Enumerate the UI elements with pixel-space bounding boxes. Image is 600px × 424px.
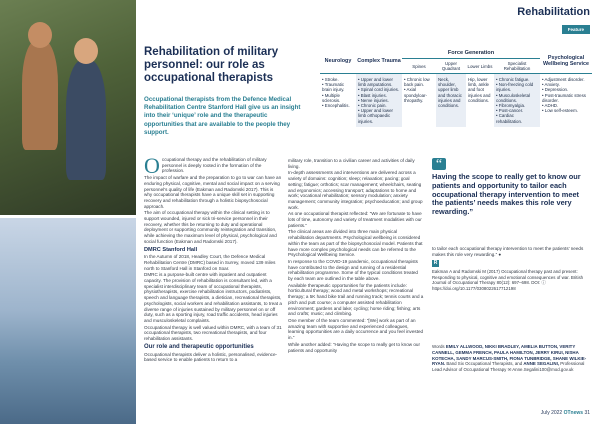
quote-mark-icon: “ [432, 158, 446, 170]
magazine-brand: OTnews [563, 410, 584, 416]
list-item: • Cardiac rehabilitation. [496, 113, 538, 123]
section-title: Rehabilitation [517, 6, 590, 18]
pull-quote: Having the scope to really get to know our patients and opportunity to tailor each occupational therapy intervention to meet the patients’ needs makes this role very rewarding.” [432, 172, 581, 217]
list-item: • Multiple sclerosis. [322, 93, 354, 103]
reference-badge: R [433, 260, 438, 266]
section-header [517, 6, 590, 36]
issue-date: July 2022 [540, 410, 563, 416]
photo-figure [66, 60, 106, 180]
list-item: • Chronic fatigue. [496, 77, 538, 82]
paragraph: The aim of occupational therapy within the clinical setting is to support wounded, injured or sick tri-service personnel in their recovery, whether this be returning to duty and operational deployment or supporting community reintegration and transition, while achieving the maximum level of physical, psychological and social function (Eakman and Radomski 2017). [144, 210, 277, 244]
fishing-photo [0, 218, 136, 424]
paragraph: Occupational therapists deliver a holistic, personalised, evidence-based service to enable patients to return to a [144, 351, 278, 363]
upper-quadrant-cell [436, 74, 466, 127]
list-item: • Axial spondyloar-thropathy. [404, 87, 434, 103]
cell-text: Hip, lower limb, ankle and foot injuries and conditions. [468, 77, 491, 103]
credits-lead-name: ANNE SEGALINI, [523, 361, 560, 367]
list-item: • Blast injuries. [358, 93, 400, 98]
paragraph: As one occupational therapist reflected: “We are fortunate to have lots of time, autonomy and variety of treatment modalities with our patients.” [288, 211, 422, 228]
paragraph: In the Autumn of 2018, Headley Court, the Defence Medical Rehabilitation Centre (DMRC) based in Surrey, moved 139 miles north to Stanford Hall in Stanford on Soar. [144, 254, 276, 271]
credits-prefix: Words [432, 344, 445, 349]
psych-header: Psychological Wellbeing Service [540, 48, 592, 74]
reference-box [432, 260, 590, 291]
quote-continuation: to tailor each occupational therapy intervention to meet the patients’ needs makes this role very rewarding.” ● [432, 246, 584, 257]
spines-header: Spines [402, 59, 436, 74]
lower-limbs-cell [466, 74, 494, 127]
complex-trauma-cell [356, 74, 402, 127]
credits-role: Band Six Occupational Therapists, and [446, 361, 523, 367]
neurology-header: Neurology [320, 48, 356, 74]
paragraph: Available therapeutic opportunities for the patients include: horticultural therapy; wood and metal workshops; recreational therapy; a 5K hand bike trail and running track; tennis courts and a pitch and putt course; a computer assisted rehabilitation environment; gardens and lake; cycling; horse riding; fishing; arts and crafts; music; and climbing. [288, 282, 424, 317]
photo-figure-head [74, 38, 98, 64]
list-item: • Upper and lower limb orthopaedic injuries. [358, 108, 400, 124]
page-number: 31 [584, 410, 590, 416]
list-item: • Stroke. [322, 77, 354, 82]
drop-cap: O [144, 153, 160, 178]
body-column-2 [288, 157, 424, 353]
spines-cell [402, 74, 436, 127]
psych-cell [540, 74, 592, 127]
list-item: • Depression. [542, 87, 590, 92]
specialist-header: Specialist Rehabilitation [494, 59, 540, 74]
list-item: • Traumatic brain injury. [322, 82, 354, 92]
list-item: • Adjustment disorder. [542, 77, 590, 82]
lower-limbs-header: Lower Limbs [466, 59, 494, 74]
article-headline: Rehabilitation of military personnel: our role as occupational therapists [144, 46, 279, 84]
paragraph: Occupational therapy is well valued within DMRC, with a team of 31 occupational therapists, two recreational therapists, and four rehabilitation assistants. [144, 324, 282, 342]
list-item: • Encephalitis. [322, 103, 354, 108]
gardening-photo [0, 0, 136, 215]
paragraph: One member of the team commented: “[We] work as part of an amazing team with supportive and experienced colleagues, learning opportunities are a daily occurrence and you feel invested in.” [288, 317, 424, 341]
paragraph: The impact of warfare and the preparation to go to war can have an enduring physical, cognitive, mental and social impact on a serving personnel’s quality of life (Eakman and Radomski 2017). This is why occupational therapists have a unique skill set in supporting recovery and rehabilitation through a holistic biopsychosocial approach. [144, 175, 282, 209]
list-item: • Nerve injuries. [358, 98, 400, 103]
paragraph: In-depth assessments and interventions are delivered across a variety of domains: cognition; sleep; relaxation; pacing; goal setting; fatigue; orthotics; scar management; wheelchairs, seating and ergonomics; accessing transport; adaptations to home and work; vocational rehabilitation; sensory modulation; anxiety management; community integration; psychoeducation; and group work. [288, 170, 423, 210]
list-item: • Anxiety. [542, 82, 590, 87]
subheading: DMRC Stanford Hall [144, 246, 198, 253]
credits-names: EMILY ALLWOOD, NIKKI BRADLEY, AMELIA BUTTON, VERITY CANNELL, GEMMA FRENCH, PAULA HAMILTON, JERRY KIRUI, NISHA KOTECHA, SANDY MARCUS-SMITH, FIONA TUNBRIDGE, SHANE WILKIE-RYAN. [432, 344, 587, 367]
lead-text: ccupational therapy and the rehabilitation of military personnel is deeply rooted in the formation of the profession. [161, 157, 267, 174]
page-footer [541, 410, 590, 416]
photo-figure [22, 40, 58, 150]
paragraph: The clinical areas are divided into three main physical rehabilitation departments. Psychological wellbeing is considered within the team as part of the biopsychosocial model. Patients that have more complex psychological needs can be referred to the Psychological Wellbeing Service. [288, 229, 423, 258]
photo-column [0, 0, 136, 424]
feature-tag: Feature [562, 25, 590, 34]
photo-figure-head [28, 22, 52, 48]
body-column-1 [144, 153, 282, 363]
author-credits [432, 344, 590, 373]
list-item: • Low self-esteem. [542, 108, 590, 113]
list-item: • Post-traumatic stress disorder. [542, 93, 590, 103]
cell-text: Neck, shoulder, upper limb and thoracic injuries and conditions. [438, 77, 462, 109]
subheading: Our role and therapeutic opportunities [144, 343, 254, 350]
article-standfirst: Occupational therapists from the Defence Medical Rehabilitation Centre Stanford Hall give us an insight into their ‘unique’ role and the therapeutic opportunities that are available to the people they support. [144, 96, 301, 136]
paragraph: In response to the COVID-19 pandemic, occupational therapists have contributed to the design and running of a residential rehabilitation programme. Some of the typical conditions treated by each team are outlined in the table above. [288, 258, 418, 282]
list-item: • Chronic pain. [358, 103, 400, 108]
list-item: • Upper and lower limb amputations. [358, 77, 400, 87]
paragraph: While another added: “Having the scope to really get to know our patients and opportunity [288, 341, 421, 353]
list-item: • Non-freezing cold injuries. [496, 82, 538, 92]
list-item: • Spinal cord injuries. [358, 87, 400, 92]
force-generation-header: Force Generation [402, 48, 540, 59]
credits-lead-role[interactable]: Professional Lead Advisor of Occupational Therapy ✉ Anne.Segalini100@mod.gov.uk [432, 361, 585, 373]
conditions-table [320, 48, 592, 127]
paragraph: DMRC is a purpose-built centre with inpatient and outpatient capacity. The provision of rehabilitation is consultant led, with a specialist interdisciplinary team of occupational therapists, physiotherapists, exercise rehabilitation instructors, podiatrists, speech and language therapists, a dietician, recreational therapists, psychologists, social workers and rehabilitation assistants, to treat a diverse range of injuries sustained by military personnel on or off duty, such as a sporting injury, road traffic accidents, head injuries and musculoskeletal complaints. [144, 272, 282, 323]
list-item: • ADHD. [542, 103, 590, 108]
upper-quadrant-header: Upper Quadrant [436, 59, 466, 74]
specialist-cell [494, 74, 540, 127]
list-item: • Chronic low back pain. [404, 77, 434, 87]
list-item: • Fibromyalgia. [496, 103, 538, 108]
complex-trauma-header: Complex Trauma [356, 48, 402, 74]
paragraph: military role, transition to a civilian career and activities of daily living. [288, 158, 415, 169]
list-item: • Musculoskeletal conditions. [496, 93, 538, 103]
neurology-cell [320, 74, 356, 127]
lead-paragraph [144, 153, 282, 178]
list-item: • Post-cancer. [496, 108, 538, 113]
reference-text[interactable]: Eakman A and Radomski M (2017) Occupational therapy past and present: Responding to physical, cognitive and emotional consequences of war. British Journal of Occupational Therapy 80(12): 697–698. DOI: ⓘ https://doi.org/10.1177/03080226177121​98 [432, 269, 584, 291]
